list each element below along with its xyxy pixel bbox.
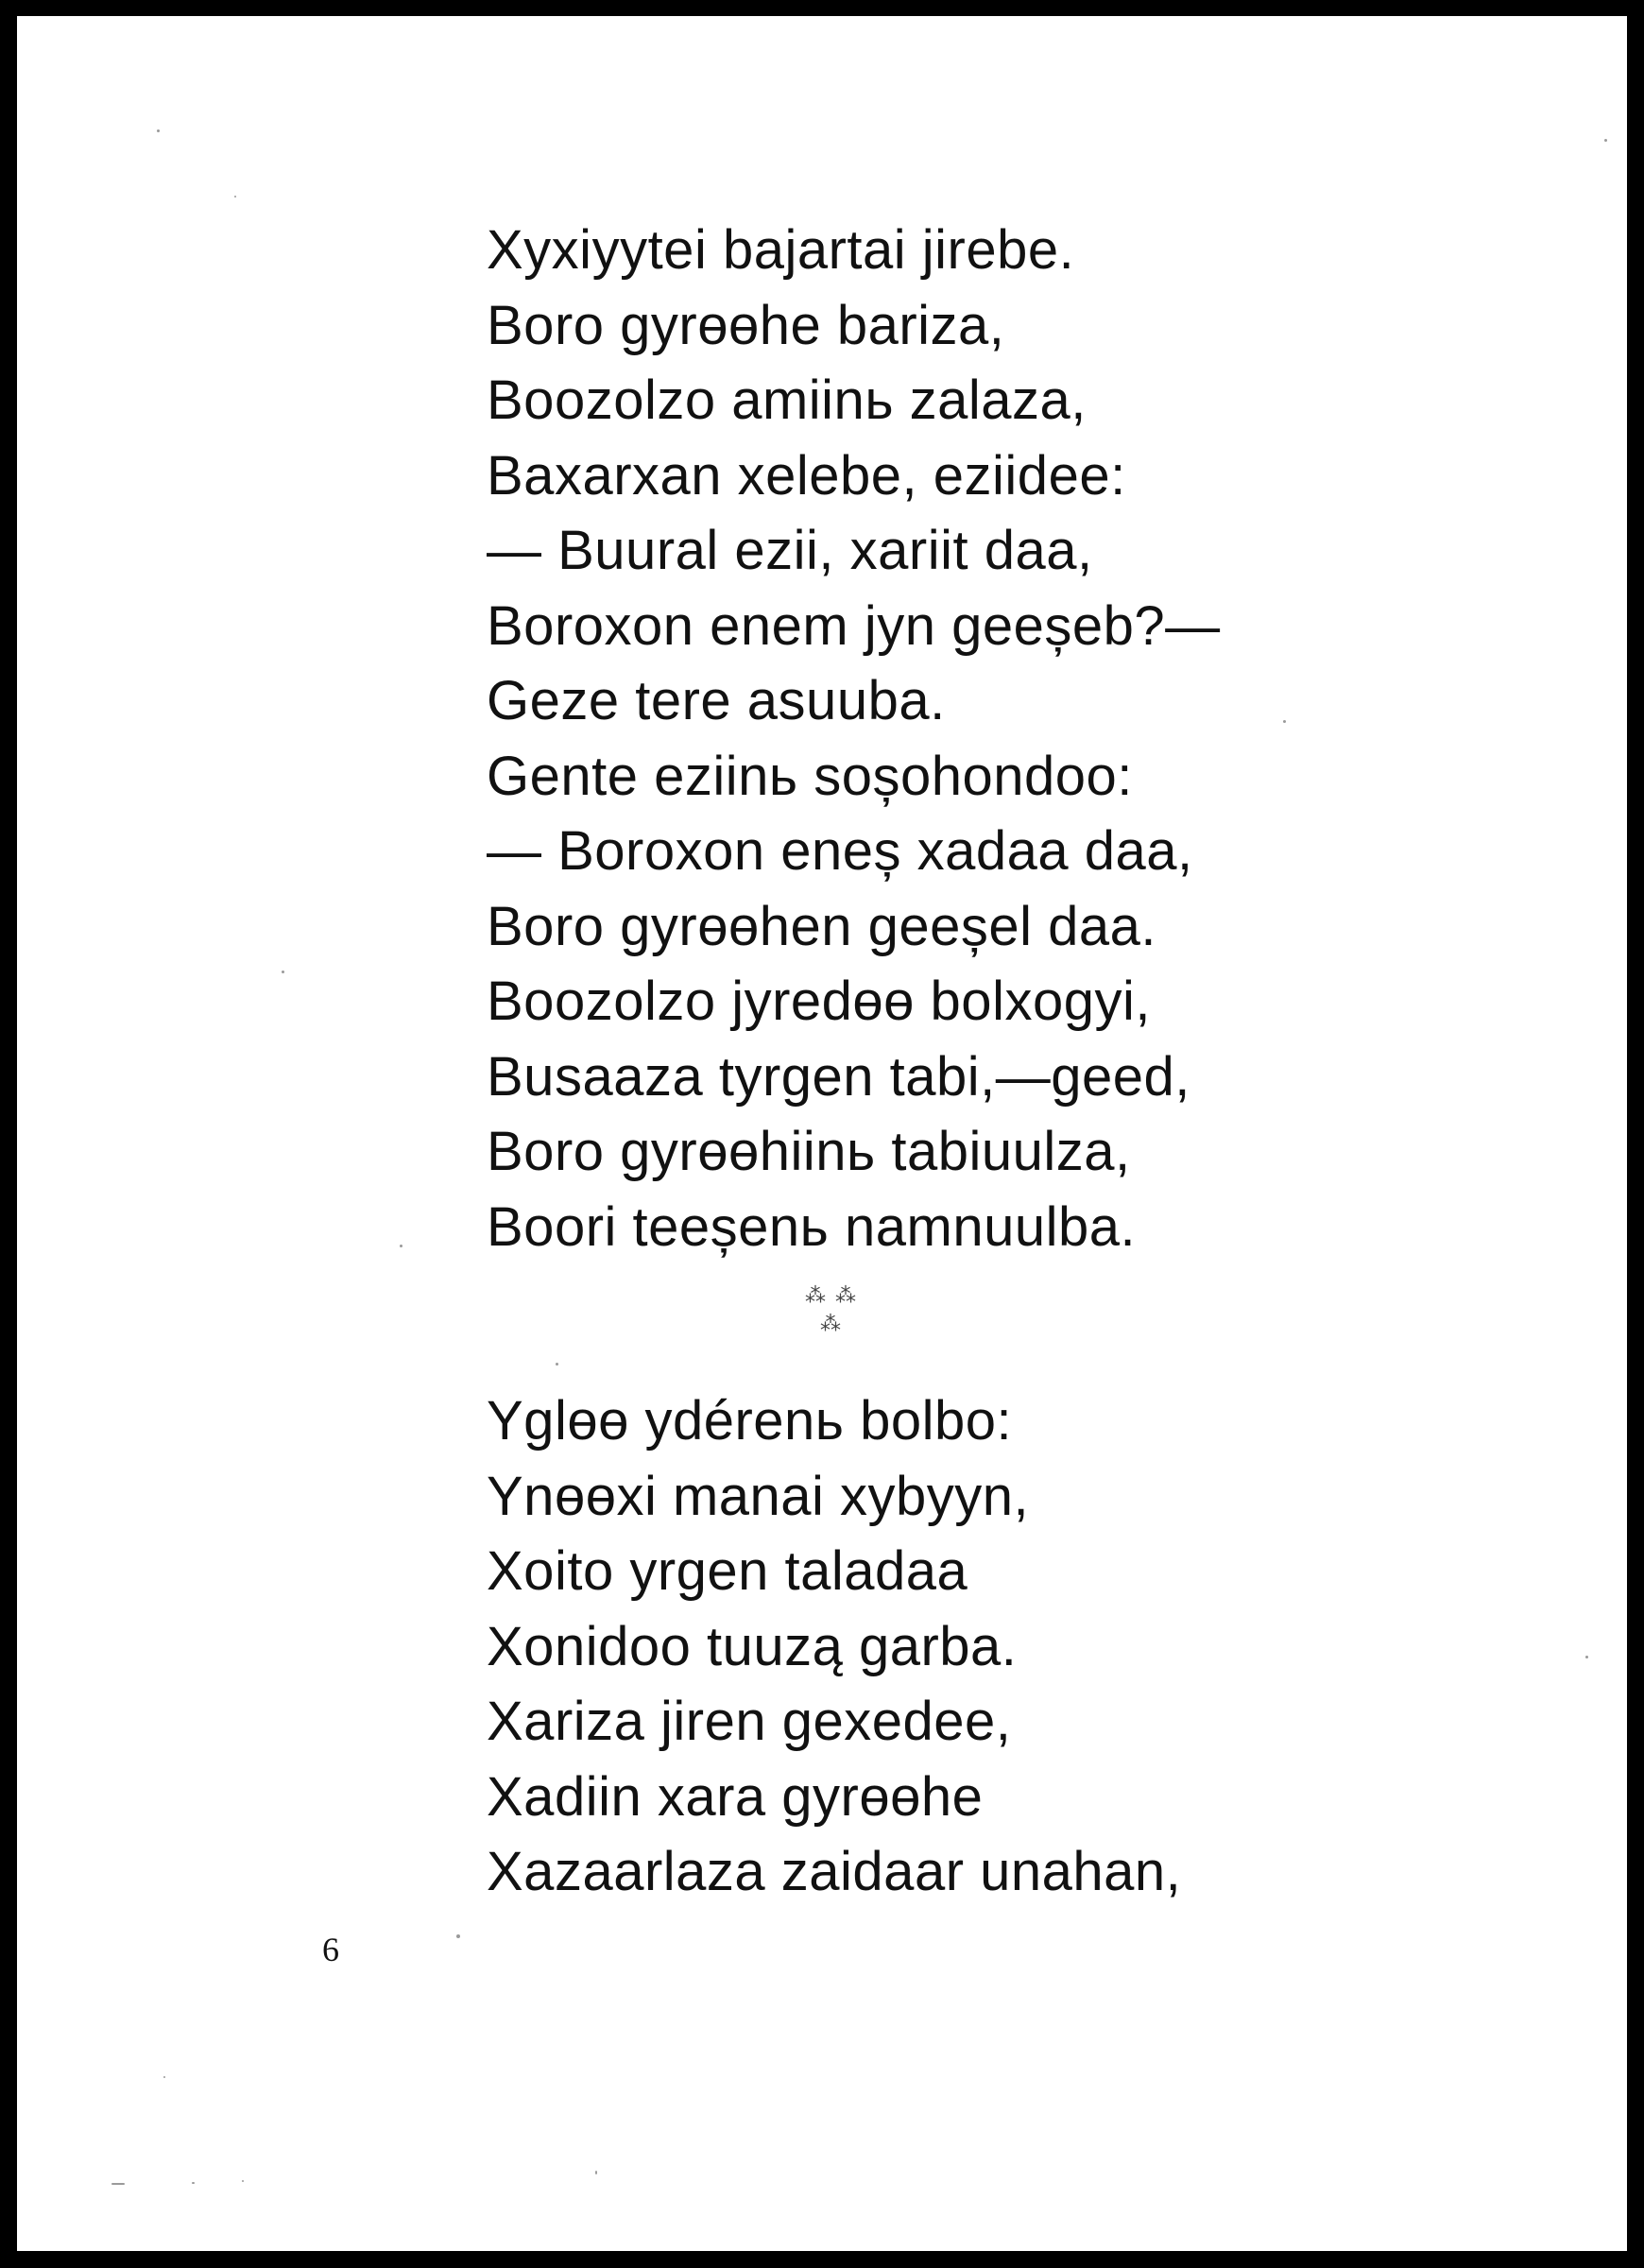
- stanza-1: [487, 213, 1221, 1264]
- verse-line: — Buural ezii, xariit daa,: [487, 520, 1093, 581]
- scan-speck: [111, 2183, 125, 2185]
- scan-speck: [1604, 139, 1607, 142]
- scan-speck: [1585, 1656, 1588, 1658]
- verse-line: Xadiin xara gyrөөhe: [487, 1765, 984, 1828]
- verse-line: Boori teeșenь namnuulba.: [487, 1195, 1137, 1258]
- verse-line: Yglөө ydérenь bolbo:: [487, 1390, 1013, 1452]
- scan-speck: [157, 129, 160, 132]
- verse-line: Geze tere asuuba.: [487, 670, 946, 731]
- scan-speck: [456, 1934, 460, 1938]
- verse-line: Xariza jiren gexedee,: [487, 1691, 1012, 1752]
- asterism-separator: [792, 1282, 867, 1358]
- scan-speck: [192, 2182, 195, 2184]
- verse-line: Xyxiyytei bajartai jirebe.: [487, 219, 1075, 281]
- scan-speck: [400, 1245, 402, 1247]
- verse-line: Boro gyrөөhiinь tabiuulza,: [487, 1121, 1131, 1182]
- verse-line: Xoito yrgen taladaa: [487, 1540, 968, 1602]
- scan-speck: [242, 2180, 244, 2182]
- scan-speck: [556, 1363, 558, 1366]
- verse-line: Ynөөxi manai xybyyn,: [487, 1465, 1030, 1527]
- page-number: 6: [322, 1931, 339, 1968]
- stanza-2: [487, 1383, 1181, 1910]
- verse-line: Boro gyrөөhe bariza,: [487, 294, 1005, 356]
- verse-line: — Boroxon eneș xadaa daa,: [487, 820, 1193, 882]
- verse-line: Boozolzo amiinь zalaza,: [487, 369, 1087, 431]
- scan-speck: [234, 196, 236, 198]
- scan-speck: [595, 2171, 597, 2174]
- separator-star-icon: ⁂: [820, 1313, 841, 1336]
- scan-speck: [282, 971, 284, 973]
- scan-speck: [1283, 720, 1286, 723]
- separator-star-icon: ⁂: [835, 1284, 856, 1308]
- verse-line: Boozolzo jyredөө bolxogyi,: [487, 971, 1151, 1032]
- verse-line: Boroxon enem jyn geeșeb?—: [487, 594, 1221, 657]
- verse-line: Baxarxan xelebe, eziidee:: [487, 444, 1126, 507]
- verse-line: Busaaza tyrgen tabi,—geed,: [487, 1045, 1190, 1108]
- separator-star-icon: ⁂: [805, 1284, 826, 1308]
- verse-line: Xonidoo tuuzą garba.: [487, 1615, 1018, 1677]
- verse-line: Gente eziinь soșohondoo:: [487, 745, 1133, 807]
- scan-speck: [163, 2076, 165, 2078]
- verse-line: Boro gyrөөhen geeșel daa.: [487, 895, 1157, 957]
- verse-line: Xazaarlaza zaidaar unahan,: [487, 1841, 1182, 1902]
